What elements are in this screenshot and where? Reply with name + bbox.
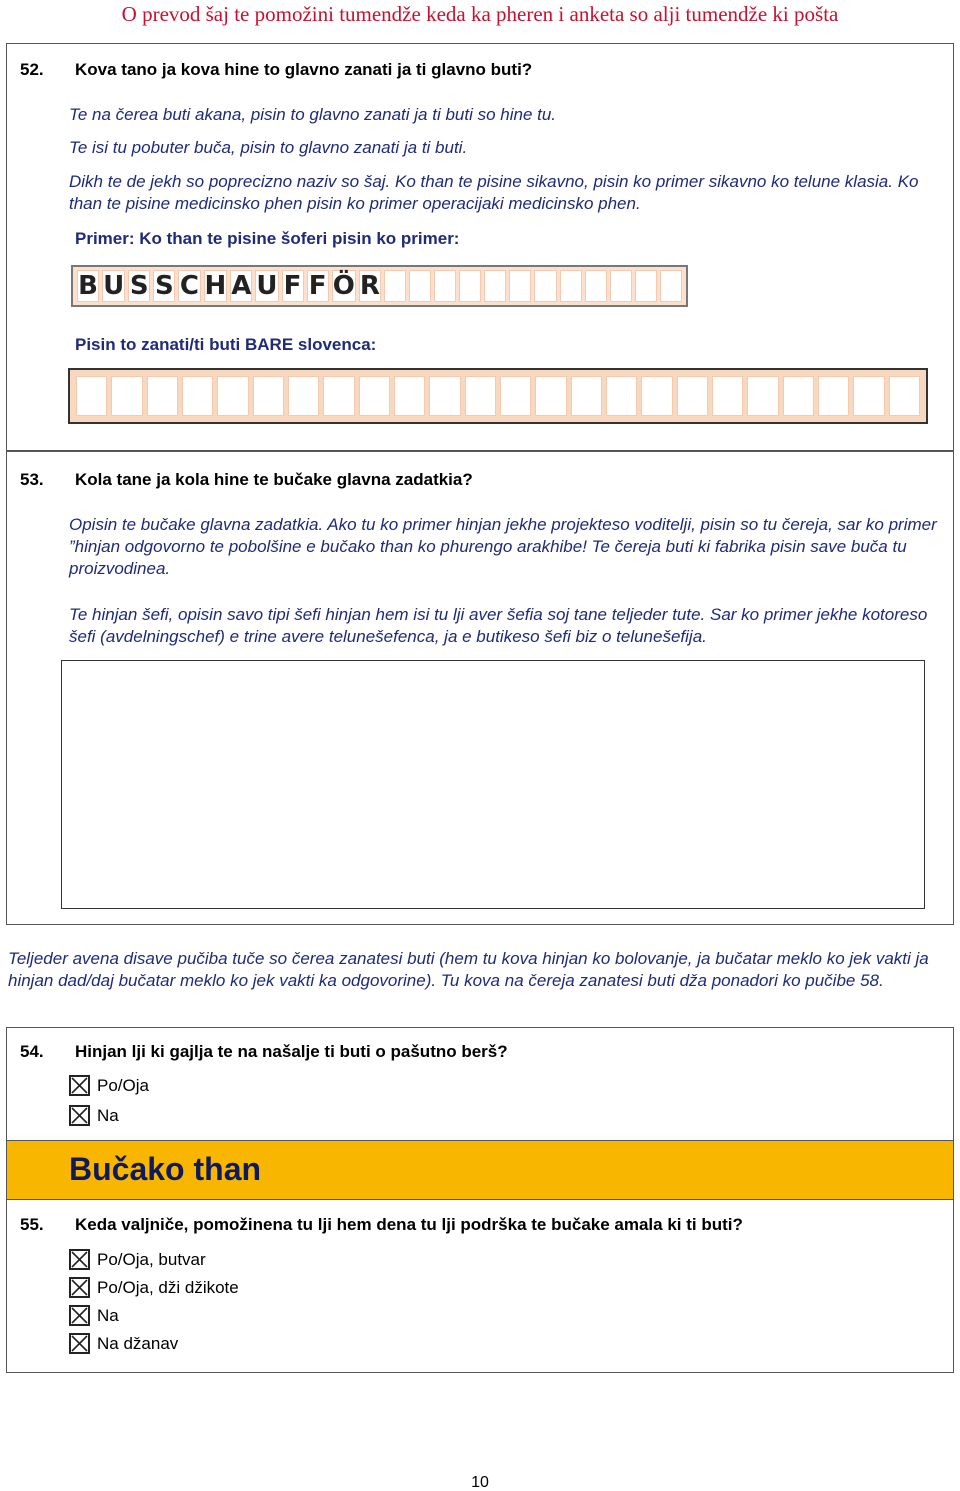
example-letter: B [78, 271, 98, 301]
answer-letter-box[interactable] [606, 376, 637, 416]
example-letter: H [204, 271, 227, 301]
q55-option-no[interactable] [69, 1305, 119, 1326]
answer-letter-box[interactable] [253, 376, 284, 416]
example-letter: C [179, 271, 199, 301]
q52-answer-label: Pisin to zanati/ti buti BARE slovenca: [75, 335, 377, 354]
answer-letter-box[interactable] [394, 376, 425, 416]
answer-letter-box[interactable] [76, 376, 107, 416]
answer-letter-box[interactable] [818, 376, 849, 416]
example-letter [434, 270, 456, 302]
answer-letter-box[interactable] [323, 376, 354, 416]
example-letter: U [256, 271, 278, 301]
q53-number: 53. [20, 470, 44, 489]
answer-letter-box[interactable] [783, 376, 814, 416]
answer-letter-box[interactable] [747, 376, 778, 416]
example-letter: A [231, 271, 252, 301]
q55-question: Keda valjniče, pomožinena tu lji hem dena tu lji podrška te bučake amala ki ti buti? [75, 1215, 743, 1234]
q52-line2: Te isi tu pobuter buča, pisin to glavno zanati ja ti buti. [69, 138, 468, 157]
q55-number: 55. [20, 1215, 44, 1234]
q53-para1: Opisin te bučake glavna zadatkia. Ako tu ko primer hinjan jekhe projekteso voditelji, pisin so tu čereja, sar ko primer ”hinjan odgovorno te pobolšine e bučako than ko phurengo arakhibe! Te čereja buti ki fabrika pisin save buča tu proizvodinea. [69, 515, 937, 578]
q52-example-letter-boxes [71, 265, 688, 307]
example-letter [635, 270, 657, 302]
checkbox-icon[interactable] [69, 1305, 90, 1326]
answer-letter-box[interactable] [288, 376, 319, 416]
questions-54-55-panel [6, 1027, 954, 1373]
example-letter [585, 270, 607, 302]
example-letter [610, 270, 632, 302]
example-letter: S [129, 271, 149, 301]
q54-option-label: Po/Oja [97, 1075, 149, 1095]
answer-letter-box[interactable] [712, 376, 743, 416]
answer-letter-box[interactable] [677, 376, 708, 416]
q52-question: Kova tano ja kova hine to glavno zanati ja ti glavno buti? [75, 60, 533, 79]
questions-52-53-panel [6, 43, 954, 925]
example-letter [660, 270, 682, 302]
answer-letter-box[interactable] [853, 376, 884, 416]
answer-letter-box[interactable] [500, 376, 531, 416]
q55-option-often[interactable] [69, 1249, 206, 1270]
q54-option-no[interactable] [69, 1105, 119, 1126]
checkbox-icon[interactable] [69, 1075, 90, 1096]
q54-option-yes[interactable] [69, 1075, 149, 1096]
checkbox-icon[interactable] [69, 1249, 90, 1270]
example-letter [509, 270, 531, 302]
example-letter [384, 270, 406, 302]
q52-number: 52. [20, 60, 44, 79]
example-letter: F [307, 270, 329, 302]
answer-letter-box[interactable] [429, 376, 460, 416]
answer-letter-box[interactable] [359, 376, 390, 416]
q52-example-label: Primer: Ko than te pisine šoferi pisin ko primer: [75, 229, 460, 248]
checkbox-icon[interactable] [69, 1105, 90, 1126]
example-letter [459, 270, 481, 302]
q55-option-label: Na džanav [97, 1333, 179, 1353]
example-letter [484, 270, 506, 302]
header-title: O prevod šaj te pomožini tumendže keda ka pheren i anketa so alji tumendže ki pošta [121, 2, 839, 26]
q53-para2: Te hinjan šefi, opisin savo tipi šefi hinjan hem isi tu lji aver šefia soj tane teljeder tute. Sar ko primer jekhe kotoreso šefi (avdelningschef) e trine avere telunešefenca, ja e butikeso šefi biz o telunešefija. [69, 605, 928, 646]
page-number: 10 [471, 1474, 489, 1491]
example-letter: Ö [332, 271, 355, 301]
answer-letter-box[interactable] [535, 376, 566, 416]
q55-option-label: Na [97, 1305, 119, 1325]
q54-number: 54. [20, 1042, 44, 1061]
q55-option-label: Po/Oja, dži džikote [97, 1277, 239, 1297]
checkbox-icon[interactable] [69, 1333, 90, 1354]
example-letter: U [103, 271, 125, 301]
answer-letter-box[interactable] [182, 376, 213, 416]
answer-letter-box[interactable] [147, 376, 178, 416]
example-letter: S [154, 271, 174, 301]
answer-letter-box[interactable] [111, 376, 142, 416]
answer-letter-box[interactable] [889, 376, 920, 416]
example-letter [409, 270, 431, 302]
section-band [7, 1140, 953, 1200]
example-letter [534, 270, 556, 302]
answer-letter-box[interactable] [571, 376, 602, 416]
q55-option-dont-know[interactable] [69, 1333, 178, 1354]
checkbox-icon[interactable] [69, 1277, 90, 1298]
section-title: Bučako than [69, 1151, 262, 1187]
q52-q53-divider [7, 450, 953, 452]
answer-letter-box[interactable] [217, 376, 248, 416]
q55-option-label: Po/Oja, butvar [97, 1249, 206, 1269]
q52-line1: Te na čerea buti akana, pisin to glavno zanati ja ti buti so hine tu. [69, 105, 557, 124]
answer-letter-box[interactable] [465, 376, 496, 416]
example-letter: R [359, 271, 380, 301]
q52-line3: Dikh te de jekh so poprecizno naziv so šaj. Ko than te pisine sikavno, pisin ko primer sikavno ko telune klasia. Ko than te pisine medicinsko phen pisin ko primer operacijaki medicinsko phen. [69, 172, 919, 213]
q54-question: Hinjan lji ki gajlja te na našalje ti buti o pašutno berš? [75, 1042, 508, 1061]
skip-instruction: Teljeder avena disave pučiba tuče so čerea zanatesi buti (hem tu kova hinjan ko bolovanje, ja bučatar meklo ko jek vakti ja hinjan dad/daj bučatar meklo ko jek vakti ka odgovorine). Tu kova na čereja zanatesi buti dža ponadori ko pučibe 58. [8, 949, 929, 990]
example-letter: F [282, 270, 304, 302]
q54-option-label: Na [97, 1105, 119, 1125]
q55-option-sometimes[interactable] [69, 1277, 239, 1298]
example-letter [560, 270, 582, 302]
q53-answer-textarea[interactable] [61, 660, 925, 909]
answer-letter-box[interactable] [641, 376, 672, 416]
q52-answer-letter-boxes[interactable] [68, 368, 928, 424]
q53-question: Kola tane ja kola hine te bučake glavna zadatkia? [75, 470, 473, 489]
